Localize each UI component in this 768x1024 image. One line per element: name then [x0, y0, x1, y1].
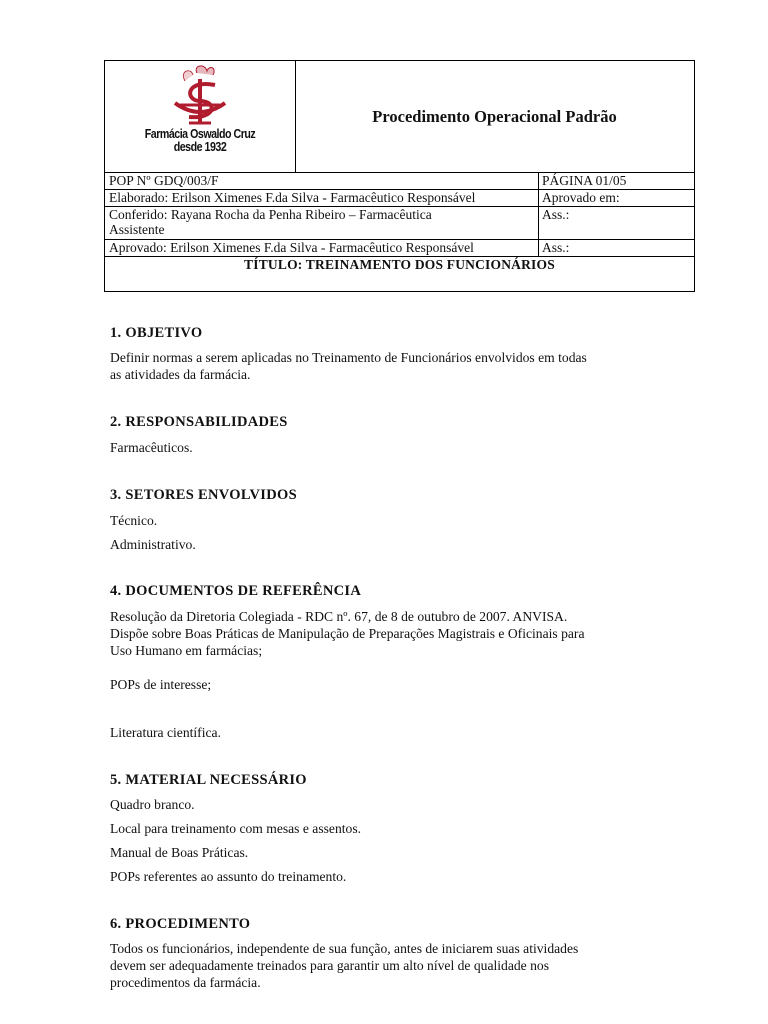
conferido-by-line1: Conferido: Rayana Rocha da Penha Ribeiro – Farmacêutica — [109, 207, 432, 222]
conferido-by-line2: Assistente — [109, 222, 165, 237]
section-documentos-heading: 4. DOCUMENTOS DE REFERÊNCIA — [110, 583, 362, 599]
documentos-text-line1: Resolução da Diretoria Colegiada - RDC nº. 67, de 8 de outubro de 2007. ANVISA. — [110, 609, 568, 624]
setor-tecnico: Técnico. — [110, 513, 158, 528]
ass-field-1: Ass.: — [542, 207, 570, 222]
documentos-text-line2: Dispõe sobre Boas Práticas de Manipulação de Preparações Magistrais e Oficinais para — [110, 626, 585, 641]
material-pops: POPs referentes ao assunto do treinamento. — [110, 869, 347, 884]
documentos-literatura: Literatura científica. — [110, 725, 221, 740]
material-quadro: Quadro branco. — [110, 797, 195, 812]
header-table — [104, 60, 695, 292]
documentos-text-line3: Uso Humano em farmácias; — [110, 643, 263, 658]
aprovado-em: Aprovado em: — [542, 190, 620, 205]
page-number: PÁGINA 01/05 — [542, 173, 627, 188]
section-material-heading: 5. MATERIAL NECESSÁRIO — [110, 772, 307, 788]
material-manual: Manual de Boas Práticas. — [110, 845, 249, 860]
logo-cell — [105, 61, 296, 172]
setor-administrativo: Administrativo. — [110, 537, 196, 552]
procedimento-text-line1: Todos os funcionários, independente de sua função, antes de iniciarem suas atividades — [110, 941, 579, 956]
elaborado-by: Elaborado: Erilson Ximenes F.da Silva - Farmacêutico Responsável — [109, 190, 476, 205]
logo-name: Farmácia Oswaldo Cruz — [144, 126, 256, 141]
section-responsabilidades-heading: 2. RESPONSABILIDADES — [110, 414, 288, 430]
material-local: Local para treinamento com mesas e assentos. — [110, 821, 362, 836]
section-objetivo-heading: 1. OBJETIVO — [110, 325, 203, 341]
procedimento-text-line3: procedimentos da farmácia. — [110, 975, 261, 990]
pop-number: POP Nº GDQ/003/F — [109, 173, 219, 188]
objetivo-text-line2: as atividades da farmácia. — [110, 367, 251, 382]
document-title: TÍTULO: TREINAMENTO DOS FUNCIONÁRIOS — [244, 257, 555, 272]
ass-field-2: Ass.: — [542, 240, 570, 255]
responsabilidades-text: Farmacêuticos. — [110, 440, 193, 455]
doc-type-title: Procedimento Operacional Padrão — [372, 106, 617, 126]
logo-since: desde 1932 — [173, 139, 227, 154]
procedimento-text-line2: devem ser adequadamente treinados para garantir um alto nível de qualidade nos — [110, 958, 549, 973]
objetivo-text-line1: Definir normas a serem aplicadas no Treinamento de Funcionários envolvidos em todas — [110, 350, 587, 365]
documentos-pops: POPs de interesse; — [110, 677, 212, 692]
section-setores-heading: 3. SETORES ENVOLVIDOS — [110, 487, 297, 503]
aprovado-by: Aprovado: Erilson Ximenes F.da Silva - Farmacêutico Responsável — [109, 240, 474, 255]
section-procedimento-heading: 6. PROCEDIMENTO — [110, 916, 251, 932]
